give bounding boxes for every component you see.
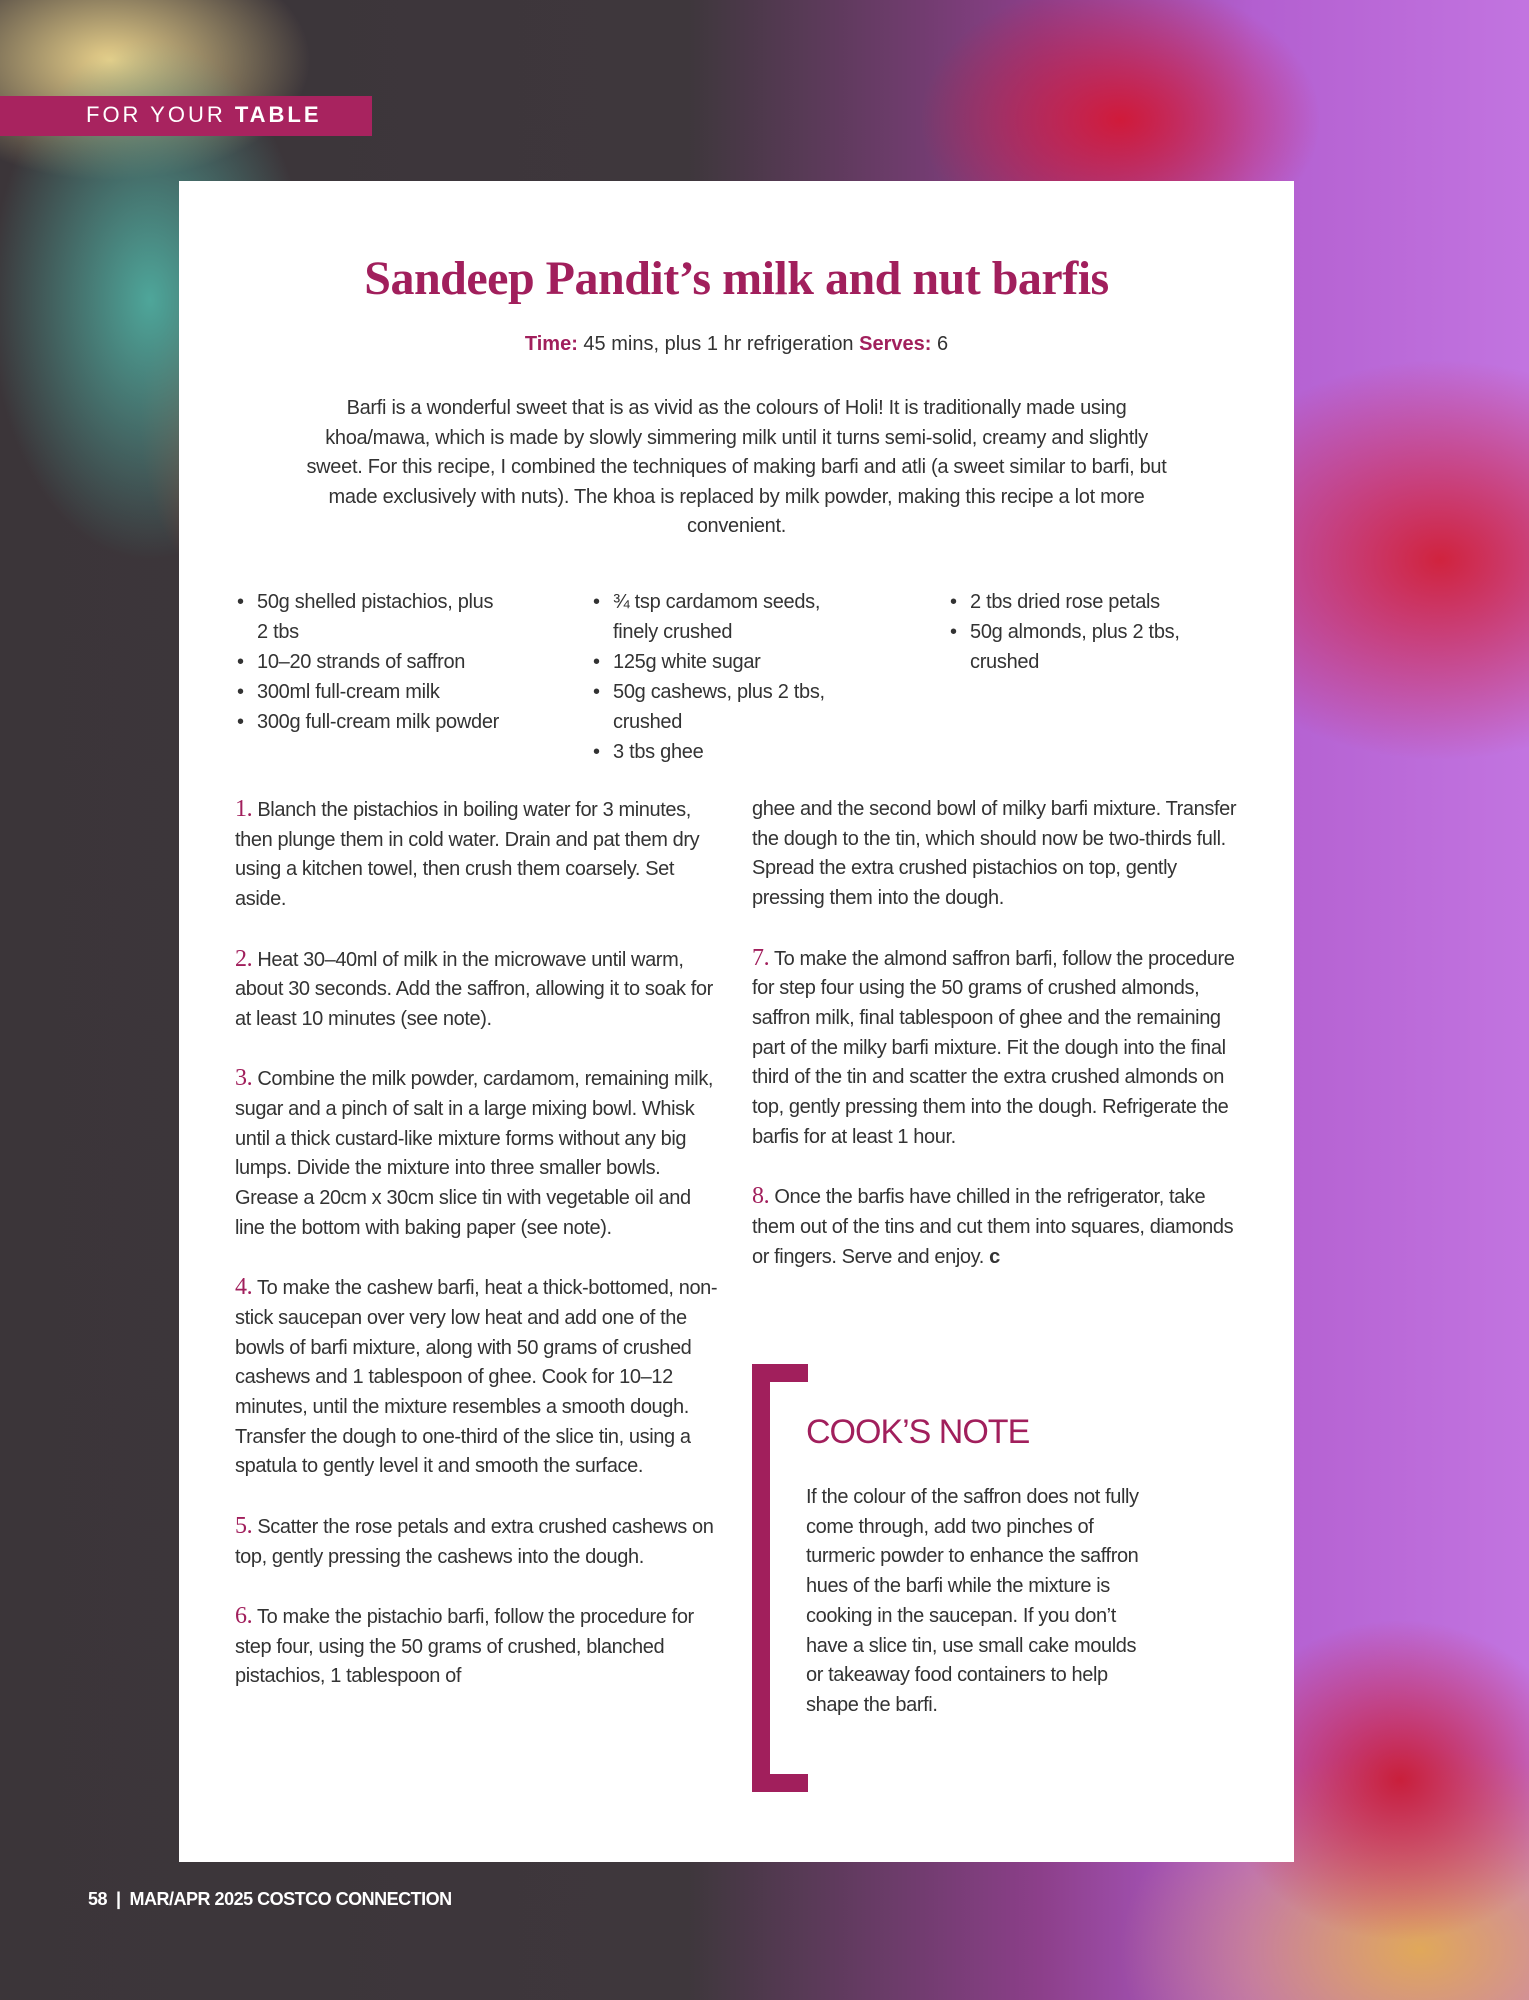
section-label-prefix: FOR YOUR xyxy=(86,102,235,127)
note-bracket xyxy=(752,1364,808,1792)
method-step xyxy=(752,1182,1252,1272)
step-text: Scatter the rose petals and extra crushed cashews on top, gently pressing the cashews into the dough. xyxy=(235,1515,714,1568)
recipe-card xyxy=(179,181,1294,1862)
section-label-bold: TABLE xyxy=(234,102,322,127)
step-number: 2. xyxy=(235,945,253,972)
time-value: 45 mins, plus 1 hr refrigeration xyxy=(577,333,860,355)
end-mark-icon: c xyxy=(983,1245,1000,1268)
page-footer: 58 | MAR/APR 2025 COSTCO CONNECTION xyxy=(88,1889,452,1909)
section-label xyxy=(0,96,372,136)
serves-value: 6 xyxy=(931,333,949,355)
ingredient: • 300ml full-cream milk xyxy=(235,677,505,707)
ingredients-column-3 xyxy=(948,587,1208,677)
serves-label: Serves: xyxy=(859,333,932,355)
ingredients-column-1 xyxy=(235,587,505,737)
ingredient: • ¾ tsp cardamom seeds, finely crushed xyxy=(591,587,861,647)
ingredients-column-2 xyxy=(591,587,861,767)
ingredient: • 50g cashews, plus 2 tbs, crushed xyxy=(591,677,861,737)
step-number: 3. xyxy=(235,1065,253,1092)
method-step xyxy=(235,795,720,915)
step-number: 6. xyxy=(235,1602,253,1629)
method-step xyxy=(235,1273,720,1482)
step-text: Combine the milk powder, cardamom, remaining milk, sugar and a pinch of salt in a large mixing bowl. Whisk until a thick custard-like mixture forms without any big lumps. Divide the mixture into three smaller bowls. Grease a 20cm x 30cm slice tin with vegetable oil and line the bottom with baking paper (see note). xyxy=(235,1068,714,1239)
step-text: To make the pistachio barfi, follow the procedure for step four, using the 50 grams of crushed, blanched pistachios, 1 tablespoon of xyxy=(235,1605,694,1688)
step-text: Blanch the pistachios in boiling water for 3 minutes, then plunge them in cold water. Drain and pat them dry using a kitchen towel, then crush them coarsely. Set aside. xyxy=(235,799,700,911)
method-step xyxy=(235,1602,720,1692)
ingredient: • 125g white sugar xyxy=(591,647,861,677)
recipe-title: Sandeep Pandit’s milk and nut barfis xyxy=(364,252,1109,305)
ingredient: • 10–20 strands of saffron xyxy=(235,647,505,677)
step-text: ghee and the second bowl of milky barfi mixture. Transfer the dough to the tin, which should now be two-thirds full. Spread the extra crushed pistachios on top, gently pressing them into the dough. xyxy=(752,798,1237,910)
ingredient: • 50g almonds, plus 2 tbs, crushed xyxy=(948,617,1208,677)
step-text: To make the cashew barfi, heat a thick-bottomed, non-stick saucepan over very low heat and add one of the bowls of barfi mixture, along with 50 grams of crushed cashews and 1 tablespoon of ghee. Cook for 10–12 minutes, until the mixture resembles a smooth dough. Transfer the dough to one-third of the slice tin, using a spatula to gently level it and smooth the surface. xyxy=(235,1277,718,1478)
method-step xyxy=(235,1512,720,1572)
step-text: Heat 30–40ml of milk in the microwave until warm, about 30 seconds. Add the saffron, allowing it to soak for at least 10 minutes (see note). xyxy=(235,948,713,1030)
step-number: 4. xyxy=(235,1274,253,1301)
step-number: 1. xyxy=(235,796,253,822)
cooks-note-heading: COOK’S NOTE xyxy=(806,1413,1030,1451)
method-column-2 xyxy=(752,795,1252,1302)
ingredient: • 2 tbs dried rose petals xyxy=(948,587,1208,617)
cooks-note-text: If the colour of the saffron does not fully come through, add two pinches of turmeric powder to enhance the saffron hues of the barfi while the mixture is cooking in the saucepan. If you don’t have a slice tin, use small cake moulds or takeaway food containers to help shape the barfi. xyxy=(806,1486,1139,1716)
ingredient: • 3 tbs ghee xyxy=(591,737,861,767)
step-text: To make the almond saffron barfi, follow the procedure for step four using the 50 grams of crushed almonds, saffron milk, final tablespoon of ghee and the remaining part of the milky barfi mixture. Fit the dough into the final third of the tin and scatter the extra crushed almonds on top, gently pressing them into the dough. Refrigerate the barfis for at least 1 hour. xyxy=(752,947,1235,1148)
intro-paragraph: Barfi is a wonderful sweet that is as vivid as the colours of Holi! It is traditionally made using khoa/mawa, which is made by slowly simmering milk until it turns semi-solid, creamy and slightly sweet. For this recipe, I combined the techniques of making barfi and atli (a sweet similar to barfi, but made exclusively with nuts). The khoa is replaced by milk powder, making this recipe a lot more convenient. xyxy=(306,397,1167,537)
method-step xyxy=(235,945,720,1035)
method-column-1 xyxy=(235,795,720,1722)
step-text: Once the barfis have chilled in the refrigerator, take them out of the tins and cut them into squares, diamonds or fingers. Serve and enjoy. xyxy=(752,1186,1234,1268)
step-number: 7. xyxy=(752,944,770,971)
method-step xyxy=(235,1064,720,1243)
ingredient: • 50g shelled pistachios, plus 2 tbs xyxy=(235,587,505,647)
method-step xyxy=(752,944,1252,1153)
time-label: Time: xyxy=(524,333,578,355)
step-number: 5. xyxy=(235,1512,253,1539)
recipe-meta xyxy=(179,333,1294,356)
ingredient: • 300g full-cream milk powder xyxy=(235,707,505,737)
step-number: 8. xyxy=(752,1183,770,1210)
method-step-continued xyxy=(752,795,1252,914)
